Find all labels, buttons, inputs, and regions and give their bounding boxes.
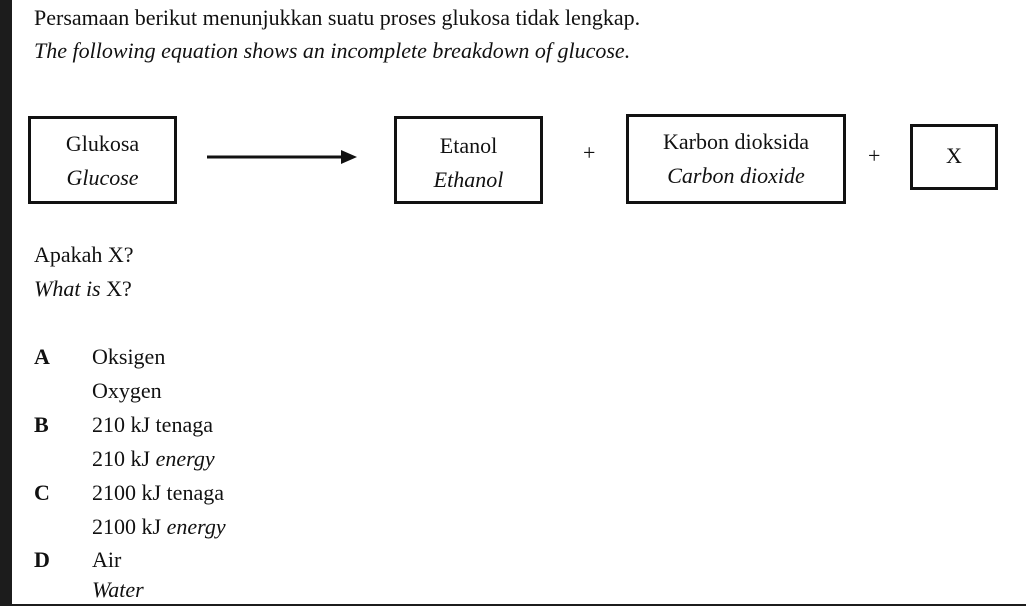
carbon-dioxide-label-english: Carbon dioxide xyxy=(667,163,805,188)
option-b-english-word: energy xyxy=(155,446,215,471)
ethanol-label-malay: Etanol xyxy=(439,133,498,158)
option-b-malay: 210 kJ tenaga xyxy=(92,412,213,437)
option-c-malay: 2100 kJ tenaga xyxy=(92,480,224,505)
glucose-label-english: Glucose xyxy=(66,165,139,190)
option-b-english xyxy=(92,446,215,472)
option-c-english xyxy=(92,514,226,540)
intro-english: The following equation shows an incomplete breakdown of glucose. xyxy=(34,38,631,63)
option-c-english-word: energy xyxy=(166,514,226,539)
right-arrow-icon xyxy=(207,149,357,165)
option-a-malay: Oksigen xyxy=(92,344,166,369)
option-a-english: Oxygen xyxy=(92,378,162,403)
glucose-box xyxy=(28,116,177,204)
option-d-letter: D xyxy=(34,547,50,572)
unknown-x-label: X xyxy=(946,143,962,168)
option-a-letter: A xyxy=(34,344,50,369)
option-d-malay: Air xyxy=(92,547,122,572)
prompt-english-variable: X? xyxy=(106,276,132,301)
option-c-letter: C xyxy=(34,480,50,505)
option-b-english-number: 210 kJ xyxy=(92,446,151,471)
carbon-dioxide-box xyxy=(626,114,846,204)
ethanol-label-english: Ethanol xyxy=(433,167,504,192)
glucose-label-malay: Glukosa xyxy=(65,131,140,156)
question-page xyxy=(12,0,1026,604)
option-c-english-number: 2100 kJ xyxy=(92,514,162,539)
unknown-x-box xyxy=(910,124,998,190)
plus-sign: + xyxy=(868,143,881,168)
prompt-english xyxy=(34,276,132,302)
option-b-letter: B xyxy=(34,412,49,437)
prompt-malay: Apakah X? xyxy=(34,242,134,267)
carbon-dioxide-label-malay: Karbon dioksida xyxy=(662,129,810,154)
intro-malay: Persamaan berikut menunjukkan suatu proses glukosa tidak lengkap. xyxy=(34,5,641,30)
ethanol-box xyxy=(394,116,543,204)
option-d-english: Water xyxy=(92,577,144,602)
prompt-english-prefix: What is xyxy=(34,276,101,301)
plus-sign: + xyxy=(583,140,596,165)
